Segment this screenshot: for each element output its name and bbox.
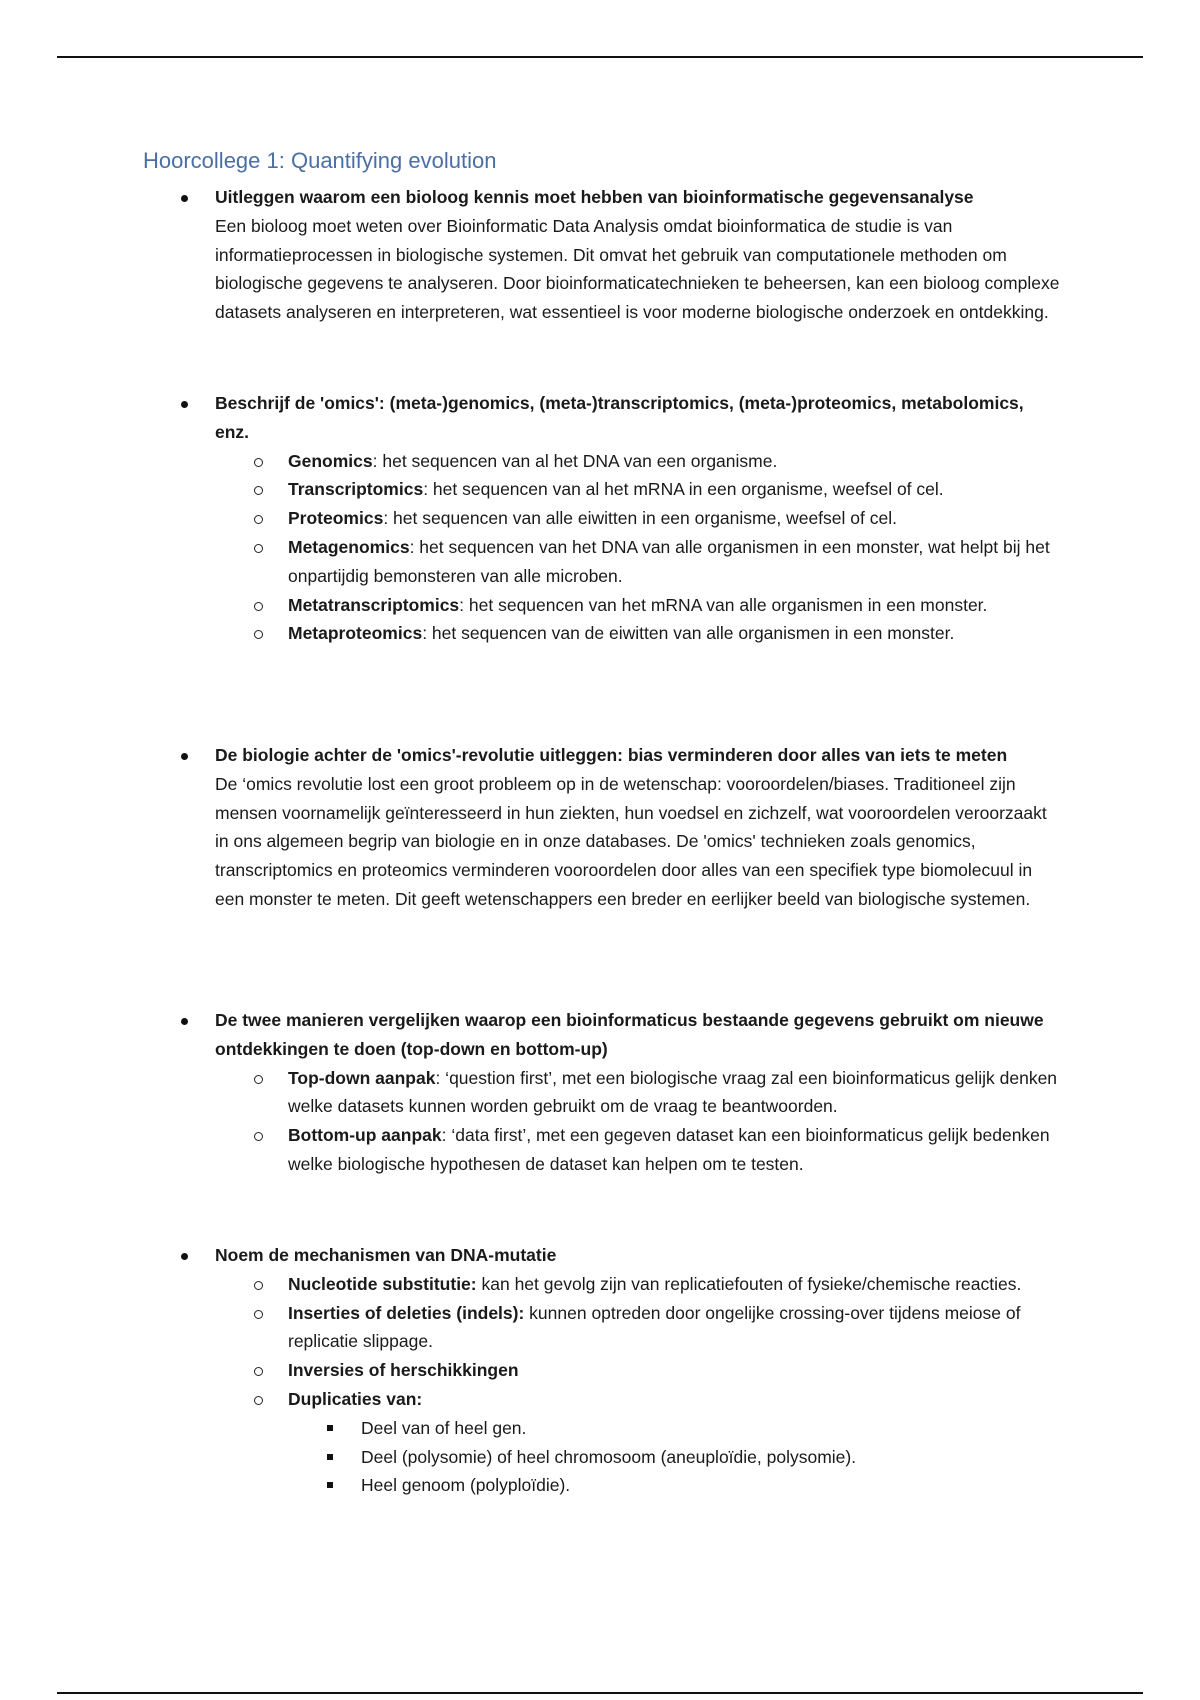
sub-item-term: Nucleotide substitutie: xyxy=(288,1273,477,1294)
sub-item-term: Transcriptomics xyxy=(288,479,424,500)
section-5 xyxy=(0,1241,1200,1500)
page-title: Hoorcollege 1: Quantifying evolution xyxy=(143,148,497,173)
circle-bullet-icon xyxy=(254,1396,263,1405)
sub-item xyxy=(0,1356,1200,1385)
circle-bullet-icon xyxy=(254,1281,263,1290)
circle-bullet-icon xyxy=(254,1075,263,1084)
sub-item-text: : het sequencen van alle eiwitten in een organisme, weefsel of cel. xyxy=(383,508,897,529)
circle-bullet-icon xyxy=(254,515,263,524)
sub-sub-item xyxy=(0,1443,1200,1472)
list-item xyxy=(0,389,1200,447)
circle-bullet-icon xyxy=(254,1132,263,1141)
sub-item xyxy=(0,447,1200,476)
bullet-icon xyxy=(181,195,188,202)
square-bullet-icon xyxy=(327,1482,333,1488)
circle-bullet-icon xyxy=(254,458,263,467)
square-bullet-icon xyxy=(327,1454,333,1460)
circle-bullet-icon xyxy=(254,544,263,553)
sub-item-term: Genomics xyxy=(288,450,373,471)
section-2 xyxy=(0,389,1200,648)
circle-bullet-icon xyxy=(254,630,263,639)
sub-sub-item-text: Deel van of heel gen. xyxy=(361,1417,527,1438)
sub-item-term: Proteomics xyxy=(288,508,384,529)
bullet-icon xyxy=(181,1253,188,1260)
sub-item-term: Metatranscriptomics xyxy=(288,594,460,615)
list-item xyxy=(0,741,1200,914)
top-rule xyxy=(57,56,1143,58)
section-3 xyxy=(0,741,1200,914)
sub-sub-item-text: Deel (polysomie) of heel chromosoom (aneuploïdie, polysomie). xyxy=(361,1446,857,1467)
sub-sub-item xyxy=(0,1414,1200,1443)
sub-item xyxy=(0,533,1200,591)
sub-item xyxy=(0,475,1200,504)
circle-bullet-icon xyxy=(254,602,263,611)
sub-item-term: Inversies of herschikkingen xyxy=(288,1360,519,1381)
sub-item-text: : ‘data first’, met een gegeven dataset kan een bioinformaticus gelijk bedenken welke biologische hypothesen de dataset kan helpen om te testen. xyxy=(288,1125,1050,1174)
sub-item-text: : het sequencen van al het DNA van een organisme. xyxy=(372,450,778,471)
section-answer: De ‘omics revolutie lost een groot probleem op in de wetenschap: vooroordelen/biases. Traditioneel zijn mensen voornamelijk geïnteresseerd in hun ziekten, hun voedsel en zichzelf, wat vooroordelen veroorzaakt in ons algemeen begrip van biologie en in onze databases. De 'omics' technieken zoals genomics, transcriptomics en proteomics verminderen vooroordelen door alles van een specifiek type biomolecuul in een monster te meten. Dit geeft wetenschappers een breder en eerlijker beeld van biologische systemen. xyxy=(215,773,1047,909)
section-question: De twee manieren vergelijken waarop een bioinformaticus bestaande gegevens gebruikt om nieuwe ontdekkingen te doen (top-down en bottom-up) xyxy=(215,1010,1044,1059)
sub-item-term: Bottom-up aanpak xyxy=(288,1125,442,1146)
sub-item-text: : ‘question first’, met een biologische vraag zal een bioinformaticus gelijk denken welke datasets kunnen worden gebruikt om de vraag te beantwoorden. xyxy=(288,1067,1058,1117)
sub-item-term: Top-down aanpak xyxy=(288,1067,436,1088)
section-4 xyxy=(0,1006,1200,1179)
sub-item-term: Metaproteomics xyxy=(288,623,423,644)
sub-item xyxy=(0,1064,1200,1122)
list-item xyxy=(0,183,1200,327)
bullet-icon xyxy=(181,401,188,408)
sub-item-text: : het sequencen van de eiwitten van alle organismen in een monster. xyxy=(422,623,955,644)
circle-bullet-icon xyxy=(254,1367,263,1376)
section-question: Beschrijf de 'omics': (meta-)genomics, (meta-)transcriptomics, (meta-)proteomics, metabolomics, enz. xyxy=(215,393,1024,442)
sub-item xyxy=(0,1385,1200,1414)
section-question: De biologie achter de 'omics'-revolutie uitleggen: bias verminderen door alles van iets te meten xyxy=(215,745,1008,765)
sub-item xyxy=(0,619,1200,648)
sub-item-term: Duplicaties van: xyxy=(288,1388,423,1409)
sub-item-term: Inserties of deleties (indels): xyxy=(288,1302,525,1323)
sub-item xyxy=(0,1299,1200,1357)
sub-item-term: Metagenomics xyxy=(288,536,410,557)
bullet-icon xyxy=(181,753,188,760)
list-item xyxy=(0,1006,1200,1064)
sub-item-text: : het sequencen van het DNA van alle organismen in een monster, wat helpt bij het onpartijdig bemonsteren van alle microben. xyxy=(288,536,1050,586)
sub-item xyxy=(0,504,1200,533)
circle-bullet-icon xyxy=(254,486,263,495)
section-answer: Een bioloog moet weten over Bioinformatic Data Analysis omdat bioinformatica de studie is van informatieprocessen in biologische systemen. Dit omvat het gebruik van computationele methoden om biologische gegevens te analyseren. Door bioinformaticatechnieken te beheersen, kan een bioloog complexe datasets analyseren en interpreteren, wat essentieel is voor moderne biologische onderzoek en ontdekking. xyxy=(215,215,1060,323)
circle-bullet-icon xyxy=(254,1310,263,1319)
section-question: Uitleggen waarom een bioloog kennis moet hebben van bioinformatische gegevensanalyse xyxy=(215,187,974,207)
sub-sub-item-text: Heel genoom (polyploïdie). xyxy=(361,1475,571,1496)
sub-item-text: : het sequencen van al het mRNA in een organisme, weefsel of cel. xyxy=(423,479,944,500)
sub-item-text: kan het gevolg zijn van replicatiefouten of fysieke/chemische reacties. xyxy=(476,1273,1022,1294)
square-bullet-icon xyxy=(327,1425,333,1431)
bullet-icon xyxy=(181,1018,188,1025)
sub-item xyxy=(0,591,1200,620)
sub-item xyxy=(0,1121,1200,1179)
sub-item-text: kunnen optreden door ongelijke crossing-over tijdens meiose of replicatie slippage. xyxy=(288,1302,1021,1352)
section-1 xyxy=(0,183,1200,327)
sub-sub-item xyxy=(0,1471,1200,1500)
bottom-rule xyxy=(57,1692,1143,1694)
section-question: Noem de mechanismen van DNA-mutatie xyxy=(215,1245,557,1265)
sub-item-text: : het sequencen van het mRNA van alle organismen in een monster. xyxy=(459,594,988,615)
sub-item xyxy=(0,1270,1200,1299)
list-item xyxy=(0,1241,1200,1270)
